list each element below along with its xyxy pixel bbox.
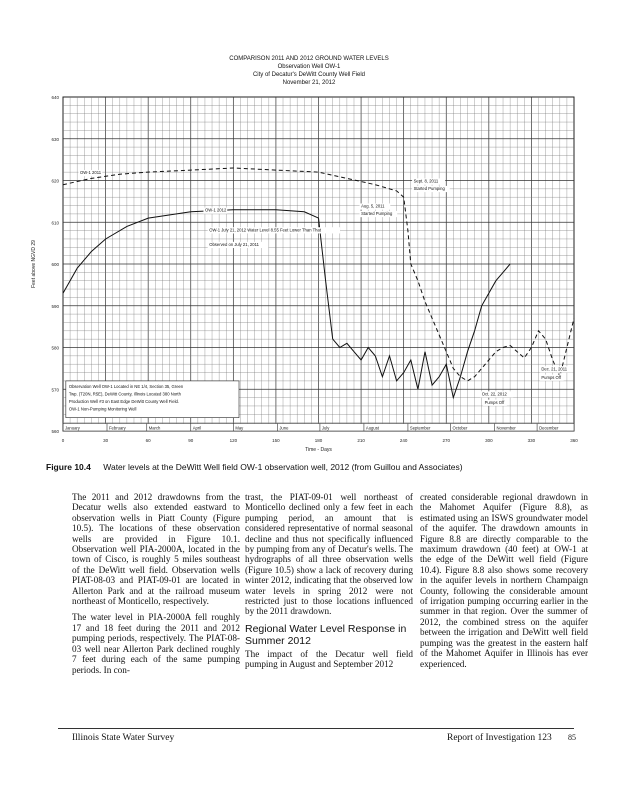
annotation-sept8-started-pumping: Started Pumping — [413, 186, 445, 192]
paragraph: The water level in PIA-2000A fell roughly 17 and 18 feet during the 2011 and 2012 pumping periods, respectively. The PIAT-08-03 well near Allerton Park declined roughly 7 feet during each of the same pumping periods. In con- — [72, 612, 240, 675]
section-heading: Regional Water Level Response in Summer 2012 — [245, 622, 407, 647]
annotation-july21-note-2: Observed on July 21, 2011 — [209, 242, 259, 248]
y-tick-label: 610 — [51, 220, 59, 226]
annotation-dec21-pumps-off: Pumps Off — [541, 374, 562, 380]
footer-report: Report of Investigation 123 — [447, 733, 552, 743]
month-label: January — [65, 425, 80, 431]
paragraph: The 2011 and 2012 drawdowns from the Decatur wells also extended eastward to observation wells in Piatt County (Figure 10.5). The locations of these observation wells are provided in Figure 10.1. Observation well PIA-2000A, located in the town of Cisco, is roughly 5 miles southeast of the DeWitt well field. Observation wells PIAT-08-03 and PIAT-09-01 are located in Allerton Park and at the railroad museum northeast of Monticello, respectively. — [72, 492, 240, 607]
well-info-line: OW-1 Non-Pumping Monitoring Well — [68, 406, 137, 412]
chart-title-line-4: November 21, 2012 — [282, 80, 336, 86]
annotation-oct22-pumps-off: Pumps Off — [484, 399, 505, 405]
chart-title-line-2: Observation Well OW-1 — [277, 64, 341, 70]
x-tick-label: 210 — [357, 438, 365, 443]
annotation-aug5-started-pumping: Started Pumping — [361, 211, 393, 217]
x-axis-label: Time - Days — [305, 447, 332, 453]
y-axis-label: Feet above NGVD 29 — [31, 240, 37, 288]
x-tick-label: 330 — [527, 438, 536, 443]
y-tick-label: 560 — [51, 429, 59, 434]
y-tick-label: 620 — [51, 178, 59, 184]
y-tick-label: 630 — [51, 136, 59, 142]
x-tick-label: 270 — [442, 438, 451, 443]
month-label: April — [192, 425, 202, 431]
annotation-ow1-2012-label: OW-1 2012 — [204, 207, 227, 213]
body-column-1 — [72, 492, 240, 681]
x-tick-label: 180 — [314, 438, 323, 443]
y-tick-label: 570 — [51, 387, 59, 393]
well-info-line: Twp. (T20N, R5E), DeWitt County, Illinois Located 380 North — [68, 391, 181, 397]
footer-page-number: 85 — [568, 733, 576, 742]
x-tick-label: 150 — [272, 438, 280, 443]
month-label: September — [409, 425, 431, 431]
y-tick-label: 590 — [51, 303, 59, 309]
x-tick-label: 300 — [485, 438, 493, 443]
paragraph: created considerable regional drawdown in the Mahomet Aquifer (Figure 8.8), as estimated using an ISWS groundwater model of the aquifer. The drawdown amounts in Figure 8.8 are directly comparable to the maximum drawdown (40 feet) at OW-1 at the edge of the DeWitt well field (Figure 10.4). Figure 8.8 also shows some recovery in the aquifer levels in northern Champaign County, following the considerable amount of irrigation pumping occurring earlier in the summer in that region. Over the summer of 2012, the combined stress on the aquifer between the irrigation and DeWitt well field pumping was the greatest in the eastern half of the Mahomet Aquifer in Illinois has ever experienced. — [420, 492, 588, 669]
well-info-line: Production Well #3 on East Edge DeWitt County Well Field. — [68, 398, 180, 404]
month-label: June — [279, 425, 289, 431]
x-tick-label: 240 — [399, 438, 408, 443]
x-tick-label: 60 — [145, 438, 151, 443]
body-column-2 — [245, 492, 413, 676]
month-label: November — [496, 425, 516, 431]
figure-label: Figure 10.4 — [46, 462, 91, 472]
annotation-ow1-2011-label: OW-1 2011 — [80, 170, 102, 176]
y-tick-label: 580 — [51, 345, 59, 351]
annotation-july21-note-1: OW-1 July 21, 2012 Water Level 8.55 Feet Lower Than That — [209, 227, 322, 233]
figure-caption-text: Water levels at the DeWitt Well field OW-1 observation well, 2012 (from Guillou and Associates) — [103, 462, 463, 472]
paragraph: The impact of the Decatur well field pumping in August and September 2012 — [245, 648, 413, 670]
month-label: May — [235, 425, 244, 431]
x-tick-label: 30 — [103, 438, 109, 443]
well-info-line: Observation Well OW-1 Located in NE 1/4, Section 35, Green — [68, 383, 184, 389]
figure-caption — [46, 462, 606, 472]
month-label: October — [452, 425, 468, 431]
annotation-aug5-2011: Aug. 5, 2011 — [361, 203, 385, 209]
footer-rule — [58, 728, 574, 729]
paragraph: trast, the PIAT-09-01 well northeast of Monticello declined only a few feet in each pumping period, an amount that is considered representative of normal seasonal decline and thus not specifically influenced by pumping from any of Decatur's wells. The hydrographs of all three observation wells (Figure 10.5) show a lack of recovery during winter 2012, indicating that the observed low water levels in spring 2012 were not restricted just to those locations influenced by the 2011 drawdown. — [245, 492, 413, 617]
y-tick-label: 600 — [51, 262, 59, 267]
footer-publisher: Illinois State Water Survey — [72, 733, 175, 743]
month-label: December — [539, 425, 559, 431]
x-tick-label: 0 — [61, 438, 65, 443]
x-tick-label: 120 — [229, 438, 238, 443]
chart-title-line-3: City of Decatur's DeWitt County Well Field — [252, 72, 366, 78]
chart-title-line-1: COMPARISON 2011 AND 2012 GROUND WATER LEVELS — [229, 56, 389, 62]
month-label: August — [365, 425, 379, 431]
body-column-3 — [420, 492, 588, 675]
annotation-oct22-2012: Oct. 22, 2012 — [481, 391, 507, 397]
x-tick-label: 360 — [570, 438, 578, 443]
month-label: February — [109, 425, 126, 431]
month-label: July — [321, 425, 330, 431]
y-tick-label: 640 — [51, 95, 59, 100]
annotation-sept8-2011: Sept. 8, 2011 — [413, 178, 439, 184]
month-label: March — [148, 425, 161, 431]
annotation-dec21-2011: Dec. 21, 2011 — [541, 366, 568, 372]
x-tick-label: 90 — [188, 438, 194, 443]
